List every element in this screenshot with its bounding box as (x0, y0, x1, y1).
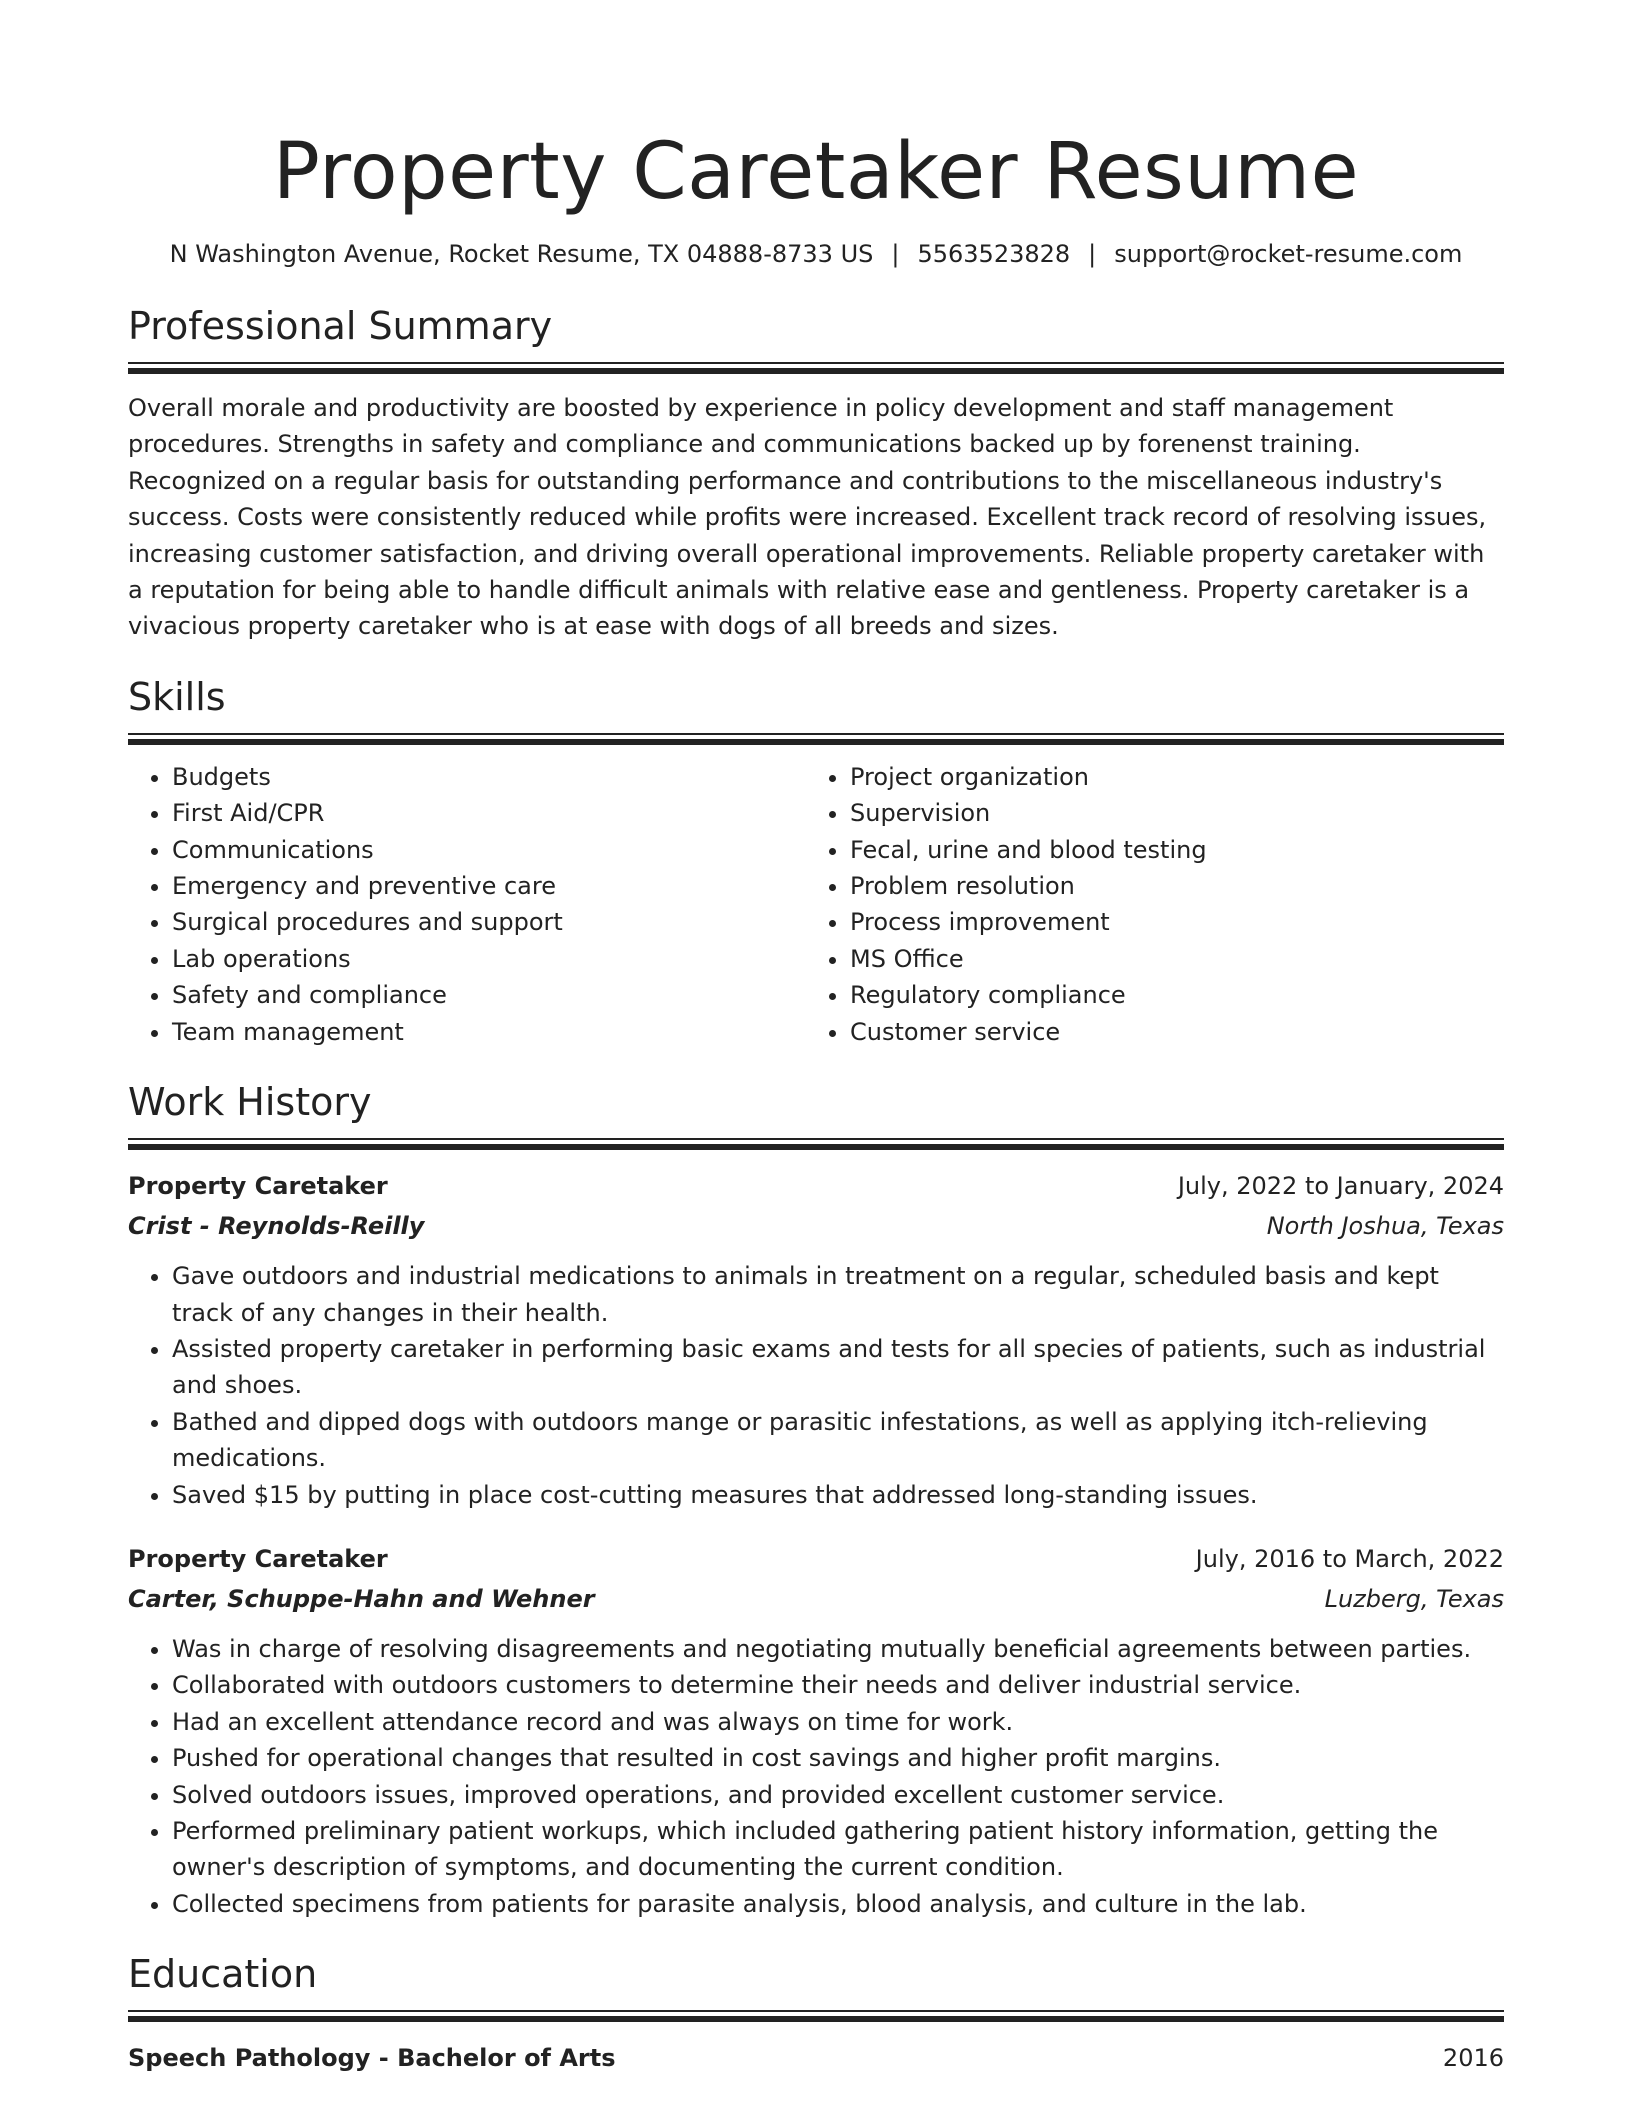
job-dates: July, 2016 to March, 2022 (1195, 1544, 1504, 1573)
skill-item: • Supervision (850, 795, 1504, 831)
education-heading: Education (128, 1952, 318, 1997)
job-bullets (128, 1631, 1504, 1922)
skill-item: • Regulatory compliance (850, 977, 1504, 1013)
summary-heading: Professional Summary (128, 304, 553, 348)
job-bullet: • Collected specimens from patients for parasite analysis, blood analysis, and culture in the lab. (172, 1886, 1504, 1922)
job-entry (128, 1541, 1504, 1922)
job-header (128, 1168, 1504, 1204)
job-bullet: • Assisted property caretaker in performing basic exams and tests for all species of patients, such as industrial and shoes. (172, 1331, 1504, 1404)
job-company: Carter, Schuppe-Hahn and Wehner (128, 1584, 595, 1613)
contact-separator: | (1088, 240, 1097, 268)
resume-page (128, 0, 1504, 2076)
education-entry (128, 2040, 1504, 2076)
job-bullet: • Was in charge of resolving disagreements and negotiating mutually beneficial agreements between parties. (172, 1631, 1504, 1667)
skill-item: • Surgical procedures and support (172, 904, 806, 940)
job-title: Property Caretaker (128, 1172, 388, 1201)
job-entry (128, 1168, 1504, 1513)
job-company: Crist - Reynolds-Reilly (128, 1212, 425, 1241)
section-divider (128, 1138, 1504, 1150)
skill-item: • Lab operations (172, 941, 806, 977)
skill-item: • Customer service (850, 1014, 1504, 1050)
summary-text: Overall morale and productivity are boosted by experience in policy development and staff management procedures. Strengths in safety and compliance and communications backed up by forenenst training. Recognized on a regular basis for outstanding performance and contributions to the miscellaneous industry's success. Costs were consistently reduced while profits were increased. Excellent track record of resolving issues, increasing customer satisfaction, and driving overall operational improvements. Reliable property caretaker with a reputation for being able to handle difficult animals with relative ease and gentleness. Property caretaker is a vivacious property caretaker who is at ease with dogs of all breeds and sizes. (128, 394, 1487, 641)
skill-item: • Safety and compliance (172, 977, 806, 1013)
job-bullet: • Bathed and dipped dogs with outdoors mange or parasitic infestations, as well as applying itch-relieving medications. (172, 1404, 1504, 1477)
skills-section (128, 673, 1504, 1050)
skill-item: • Problem resolution (850, 868, 1504, 904)
job-header (128, 1541, 1504, 1577)
skill-item: • Team management (172, 1014, 806, 1050)
skill-item: • Project organization (850, 759, 1504, 795)
job-location: Luzberg, Texas (1324, 1584, 1504, 1613)
section-divider (128, 2010, 1504, 2022)
contact-separator: | (891, 240, 900, 268)
skill-item: • First Aid/CPR (172, 795, 806, 831)
skill-item: • Process improvement (850, 904, 1504, 940)
contact-email: support@rocket-resume.com (1114, 240, 1463, 268)
section-divider (128, 362, 1504, 374)
job-bullet: • Had an excellent attendance record and was always on time for work. (172, 1704, 1504, 1740)
skill-item: • Emergency and preventive care (172, 868, 806, 904)
job-title: Property Caretaker (128, 1544, 388, 1573)
job-location: North Joshua, Texas (1266, 1212, 1504, 1241)
job-bullet: • Performed preliminary patient workups, which included gathering patient history information, getting the owner's description of symptoms, and documenting the current condition. (172, 1813, 1504, 1886)
contact-phone: 5563523828 (917, 240, 1071, 268)
contact-address: N Washington Avenue, Rocket Resume, TX 04888-8733 US (169, 240, 874, 268)
job-bullets (128, 1258, 1504, 1513)
skill-item: • Fecal, urine and blood testing (850, 832, 1504, 868)
summary-section (128, 302, 1504, 645)
skill-item: • Communications (172, 832, 806, 868)
job-bullet: • Solved outdoors issues, improved operations, and provided excellent customer service. (172, 1777, 1504, 1813)
skills-columns (128, 759, 1504, 1050)
education-degree: Speech Pathology - Bachelor of Arts (128, 2044, 616, 2073)
resume-title: Property Caretaker Resume (272, 127, 1360, 217)
education-year: 2016 (1442, 2044, 1504, 2073)
job-bullet: • Collaborated with outdoors customers to determine their needs and deliver industrial service. (172, 1667, 1504, 1703)
job-dates: July, 2022 to January, 2024 (1177, 1172, 1504, 1201)
section-divider (128, 733, 1504, 745)
skill-item: • Budgets (172, 759, 806, 795)
skills-list-left (128, 759, 806, 1050)
job-bullet: • Saved $15 by putting in place cost-cutting measures that addressed long-standing issues. (172, 1477, 1504, 1513)
work-history-section (128, 1078, 1504, 1922)
skill-item: • MS Office (850, 941, 1504, 977)
skills-heading: Skills (128, 674, 226, 719)
education-section (128, 1950, 1504, 2076)
contact-line (128, 238, 1504, 270)
job-bullet: • Gave outdoors and industrial medications to animals in treatment on a regular, scheduled basis and kept track of any changes in their health. (172, 1258, 1504, 1331)
job-subheader (128, 1581, 1504, 1617)
job-bullet: • Pushed for operational changes that resulted in cost savings and higher profit margins. (172, 1740, 1504, 1776)
skills-list-right (806, 759, 1504, 1050)
work-history-heading: Work History (128, 1080, 372, 1125)
job-subheader (128, 1208, 1504, 1244)
